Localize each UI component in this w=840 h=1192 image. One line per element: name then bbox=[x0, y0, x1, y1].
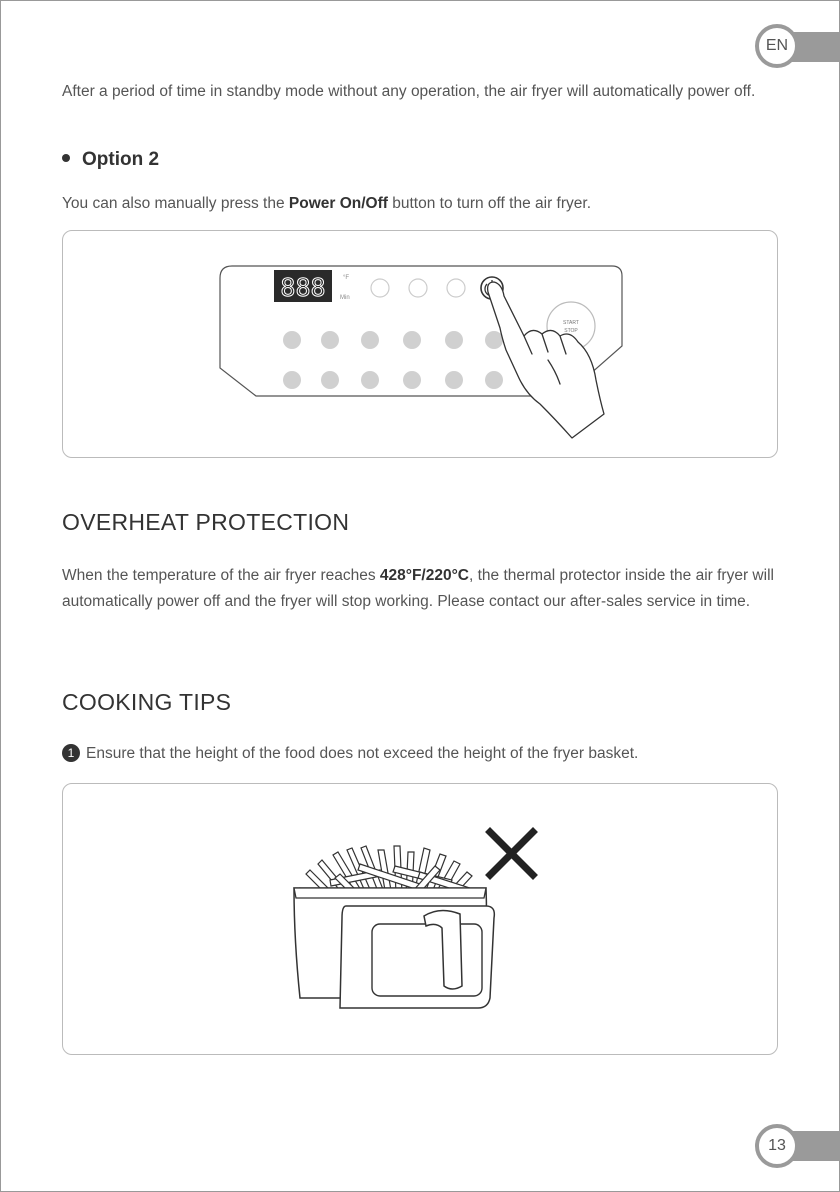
page-number: 13 bbox=[755, 1124, 799, 1168]
overheat-text-after: , the thermal protector inside the air fryer will automatically power off and the fryer will stop working. Please contact our after-sales service in time. bbox=[62, 567, 774, 610]
tip-1-text: Ensure that the height of the food does not exceed the height of the fryer basket. bbox=[86, 745, 639, 763]
dial-start-label: START bbox=[563, 320, 579, 326]
tip-1-number: 1 bbox=[62, 744, 80, 762]
option-2-title: Option 2 bbox=[82, 149, 160, 170]
power-button-label: Power On/Off bbox=[288, 195, 388, 212]
option-2-text-before: You can also manually press the bbox=[62, 195, 289, 212]
cooking-tips-heading: COOKING TIPS bbox=[62, 689, 232, 715]
display-digits: 888 bbox=[280, 273, 326, 302]
option-2-text-after: button to turn off the air fryer. bbox=[387, 195, 592, 212]
standby-paragraph: After a period of time in standby mode without any operation, the air fryer will automatically power off. bbox=[62, 83, 756, 100]
overheat-temperature: 428°F/220°C bbox=[379, 567, 469, 584]
unit-time-label: Min bbox=[340, 295, 350, 301]
basket-rim bbox=[294, 888, 486, 898]
overheat-heading: OVERHEAT PROTECTION bbox=[62, 509, 350, 535]
basket-window bbox=[372, 924, 482, 996]
unit-temp-label: °F bbox=[343, 275, 350, 281]
language-badge: EN bbox=[755, 24, 799, 68]
incorrect-x-icon bbox=[490, 832, 533, 875]
overheat-text-before: When the temperature of the air fryer reaches bbox=[62, 567, 380, 584]
dial-stop-label: STOP bbox=[564, 328, 578, 334]
